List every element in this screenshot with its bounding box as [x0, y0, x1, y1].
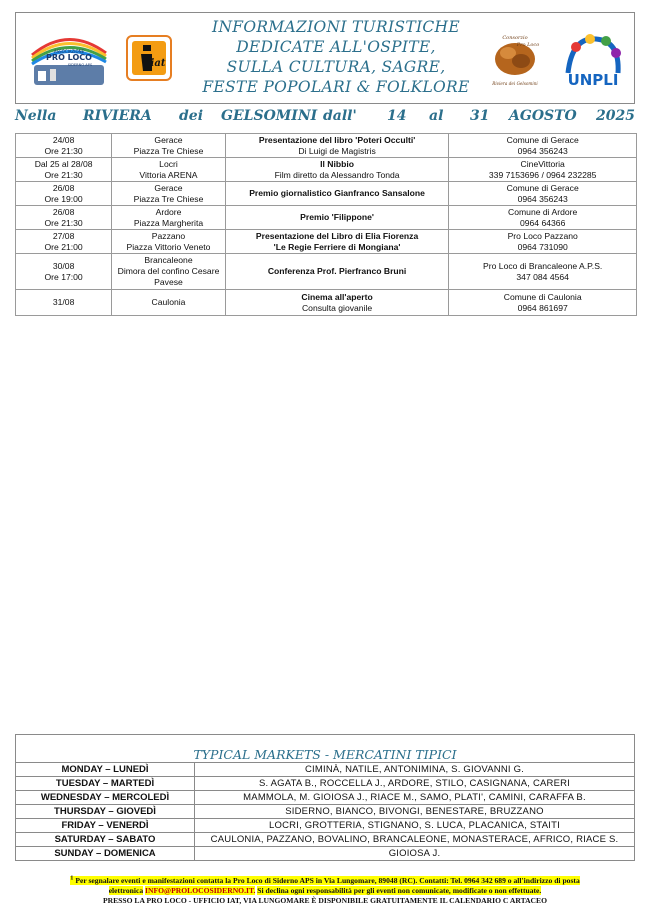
events-table	[15, 133, 637, 316]
table-row	[16, 763, 635, 777]
event-description-cell	[225, 230, 449, 254]
consorzio-logo-line2: Pro Loco	[516, 42, 540, 48]
market-towns: LOCRI, GROTTERIA, STIGNANO, S. LUCA, PLACANICA, STAITI	[195, 819, 635, 833]
footer-line3: PRESSO LA PRO LOCO - UFFICIO IAT, VIA LUNGOMARE È DISPONIBILE GRATUITAMENTE IL CALENDARIO C ARTACEO	[102, 895, 548, 905]
event-title: Il Nibbio	[320, 158, 355, 169]
table-row	[16, 206, 637, 230]
proloco-logo-line2: PRO LOCO	[46, 53, 92, 62]
event-title: Cinema all'aperto	[301, 291, 373, 302]
subtitle-word: RIVIERA	[83, 108, 152, 124]
table-row	[16, 777, 635, 791]
event-title: Conferenza Prof. Pierfranco Bruni	[267, 266, 407, 276]
table-row	[16, 254, 637, 290]
event-date-cell: 26/08 Ore 21:30	[16, 206, 112, 230]
table-row	[16, 134, 637, 158]
event-place-cell: Caulonia	[112, 290, 226, 316]
header-title-line: INFORMAZIONI TURISTICHE	[212, 18, 460, 36]
table-row	[16, 847, 635, 861]
header-box	[15, 12, 635, 104]
event-contact-cell: Comune di Ardore 0964 64366	[449, 206, 637, 230]
table-row	[16, 791, 635, 805]
event-description-cell	[225, 158, 449, 182]
header-title-line: FESTE POPOLARI & FOLKLORE	[202, 78, 470, 96]
subtitle-word: 2025	[596, 108, 635, 124]
contact-email-link[interactable]: INFO@PROLOCOSIDERNO.IT.	[145, 885, 256, 895]
footer-line	[15, 886, 635, 896]
event-contact-cell: CineVittoria 339 7153696 / 0964 232285	[449, 158, 637, 182]
consorzio-logo-line1: Consorzio	[502, 35, 528, 41]
unpli-logo	[556, 29, 630, 91]
event-contact-cell: Pro Loco Pazzano 0964 731090	[449, 230, 637, 254]
event-title: Presentazione del libro 'Poteri Occulti'	[258, 134, 416, 145]
markets-table	[15, 734, 635, 861]
market-towns: MAMMOLA, M. GIOIOSA J., RIACE M., SAMO, PLATI', CAMINI, CARAFFA B.	[195, 791, 635, 805]
event-date-cell: 26/08 Ore 19:00	[16, 182, 112, 206]
event-detail: Film diretto da Alessandro Tonda	[274, 169, 400, 180]
table-row	[16, 833, 635, 847]
subtitle-word: 31	[470, 108, 490, 124]
market-day: FRIDAY – VENERDÌ	[16, 819, 195, 833]
event-place-cell: Locri Vittoria ARENA	[112, 158, 226, 182]
table-row	[16, 158, 637, 182]
subtitle-word: Nella	[15, 108, 57, 124]
event-place-cell: Ardore Piazza Margherita	[112, 206, 226, 230]
consorzio-logo-line3: Riviera dei Gelsomini	[492, 81, 538, 86]
event-contact-cell: Comune di Caulonia 0964 861697	[449, 290, 637, 316]
subtitle-word: al	[429, 108, 444, 124]
footer-line1: Per segnalare eventi e manifestazioni contatta la Pro Loco di Siderno APS in Via Lungomare, 89048 (RC). Contatti: Tel. 0964 342 689 o all'indirizzo di posta	[75, 875, 580, 885]
market-towns: GIOIOSA J.	[195, 847, 635, 861]
event-date-cell: 27/08 Ore 21:00	[16, 230, 112, 254]
footer-line2-suffix: Si declina ogni responsabilità per gli eventi non comunicate, modificate o non effettuate.	[257, 885, 542, 895]
event-detail: Consulta giovanile	[301, 302, 373, 313]
event-place-cell: Gerace Piazza Tre Chiese	[112, 134, 226, 158]
event-title: Premio 'Filippone'	[300, 212, 374, 222]
event-description-cell	[225, 254, 449, 290]
proloco-logo-line3: SIDERNO APS	[67, 63, 93, 67]
subtitle-word: dall'	[323, 108, 357, 124]
footer-note	[15, 873, 635, 906]
event-title: Presentazione del Libro di Elia Fiorenza	[255, 230, 419, 241]
event-date-cell: 31/08	[16, 290, 112, 316]
event-place-cell: Gerace Piazza Tre Chiese	[112, 182, 226, 206]
subtitle-word: GELSOMINI	[221, 108, 318, 124]
iat-logo-text: iat	[150, 58, 166, 69]
event-description-cell	[225, 134, 449, 158]
table-row	[16, 805, 635, 819]
subtitle-word: AGOSTO	[509, 108, 577, 124]
event-description-cell	[225, 290, 449, 316]
iat-logo	[126, 35, 172, 81]
event-detail: 'Le Regie Ferriere di Mongiana'	[273, 241, 401, 252]
subtitle-word: dei	[179, 108, 204, 124]
event-title: Premio giornalistico Gianfranco Sansalone	[249, 188, 425, 198]
event-place-cell: Pazzano Piazza Vittorio Veneto	[112, 230, 226, 254]
footnote-marker: 1	[70, 874, 74, 881]
table-row	[16, 182, 637, 206]
event-date-cell: 30/08 Ore 17:00	[16, 254, 112, 290]
event-description-cell	[225, 206, 449, 230]
event-date-cell: Dal 25 al 28/08 Ore 21:30	[16, 158, 112, 182]
market-day: SUNDAY – DOMENICA	[16, 847, 195, 861]
market-towns: CAULONIA, PAZZANO, BOVALINO, BRANCALEONE, MONASTERACE, AFRICO, RIACE S.	[195, 833, 635, 847]
event-contact-cell: Comune di Gerace 0964 356243	[449, 182, 637, 206]
footer-line	[15, 873, 635, 886]
table-row	[16, 230, 637, 254]
markets-title: TYPICAL MARKETS - MERCATINI TIPICI	[16, 735, 635, 763]
unpli-logo-text: UNPLI	[567, 71, 619, 89]
event-detail: Di Luigi de Magistris	[298, 145, 376, 156]
event-contact-cell: Comune di Gerace 0964 356243	[449, 134, 637, 158]
market-day: WEDNESDAY – MERCOLEDÌ	[16, 791, 195, 805]
event-place-cell: Brancaleone Dimora del confino Cesare Pavese	[112, 254, 226, 290]
market-towns: S. AGATA B., ROCCELLA J., ARDORE, STILO, CASIGNANA, CARERI	[195, 777, 635, 791]
market-towns: SIDERNO, BIANCO, BIVONGI, BENESTARE, BRUZZANO	[195, 805, 635, 819]
markets-header-row	[16, 735, 635, 763]
market-towns: CIMINÀ, NATILE, ANTONIMINA, S. GIOVANNI G.	[195, 763, 635, 777]
market-day: THURSDAY – GIOVEDÌ	[16, 805, 195, 819]
proloco-logo	[28, 25, 110, 91]
header-title	[196, 17, 476, 97]
market-day: SATURDAY – SABATO	[16, 833, 195, 847]
proloco-logo-line1: ASSOCIAZIONE	[53, 49, 85, 54]
header-title-line: DEDICATE ALL'OSPITE,	[236, 38, 436, 56]
subtitle-word: 14	[387, 108, 407, 124]
market-day: MONDAY – LUNEDÌ	[16, 763, 195, 777]
market-day: TUESDAY – MARTEDÌ	[16, 777, 195, 791]
header-title-line: SULLA CULTURA, SAGRE,	[226, 58, 446, 76]
footer-line2-prefix: elettronica	[108, 885, 144, 895]
table-row	[16, 819, 635, 833]
consorzio-logo	[486, 31, 544, 89]
event-contact-cell: Pro Loco di Brancaleone A.P.S. 347 084 4564	[449, 254, 637, 290]
event-description-cell	[225, 182, 449, 206]
period-subtitle	[15, 107, 635, 127]
table-row	[16, 290, 637, 316]
event-date-cell: 24/08 Ore 21:30	[16, 134, 112, 158]
